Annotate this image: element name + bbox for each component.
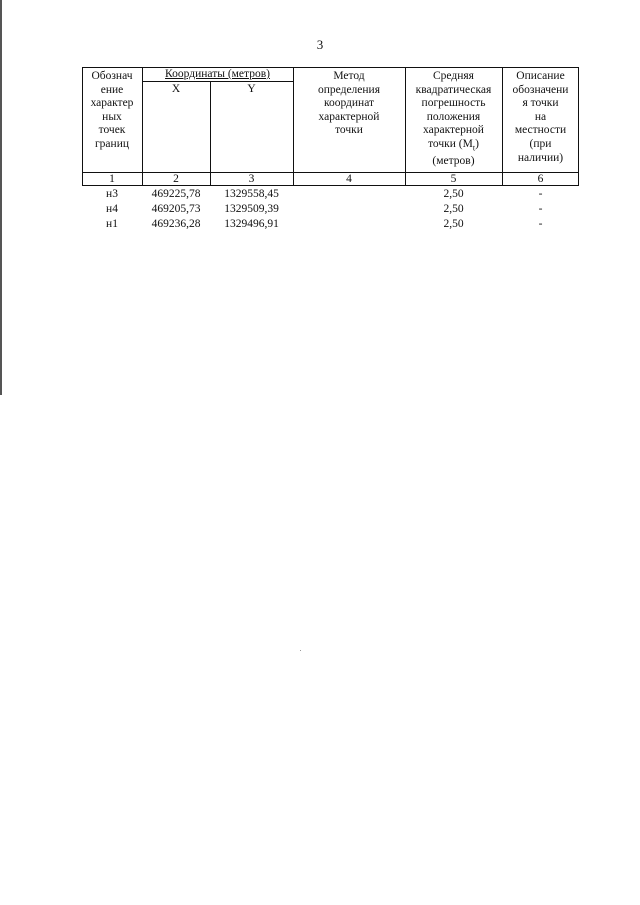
coord-y: 1329496,91: [224, 218, 279, 230]
description: -: [538, 218, 543, 230]
column-number-3: 3: [248, 173, 255, 185]
mean-error: 2,50: [443, 188, 464, 200]
header-description: Описание обозначени я точки на местности (при наличии): [512, 70, 569, 164]
header-coordinates: Координаты (метров): [165, 68, 270, 80]
scan-speck: [300, 650, 301, 651]
column-number-2: 2: [173, 173, 179, 185]
header-method: Метод определения координат характерной точки: [317, 70, 380, 137]
coord-x: 469225,78: [151, 188, 201, 200]
header-x: X: [171, 83, 181, 95]
coord-y: 1329558,45: [224, 188, 279, 200]
description: -: [538, 203, 543, 215]
header-mean-error: Средняя квадратическая погрешность положения характерной точки $(M_t)$ (метров): [415, 70, 492, 167]
point-name: н3: [106, 188, 118, 200]
point-name: н1: [106, 218, 118, 230]
column-number-6: 6: [537, 173, 544, 185]
col-divider-2: [210, 81, 211, 186]
header-designation: Обознач ение характер ных точек границ: [90, 70, 134, 150]
point-name: н4: [106, 203, 118, 215]
column-number-5: 5: [450, 173, 457, 185]
mean-error: 2,50: [443, 203, 464, 215]
coord-x: 469205,73: [151, 203, 201, 215]
coord-x: 469236,28: [151, 218, 201, 230]
column-number-4: 4: [346, 173, 352, 185]
description: -: [538, 188, 543, 200]
page-number: 3: [316, 37, 324, 52]
header-y: Y: [247, 83, 256, 95]
coord-y: 1329509,39: [224, 203, 279, 215]
scan-edge-mark: [0, 0, 2, 395]
mean-error: 2,50: [443, 218, 464, 230]
column-number-1: 1: [109, 173, 115, 185]
coordinates-table: [82, 67, 579, 231]
